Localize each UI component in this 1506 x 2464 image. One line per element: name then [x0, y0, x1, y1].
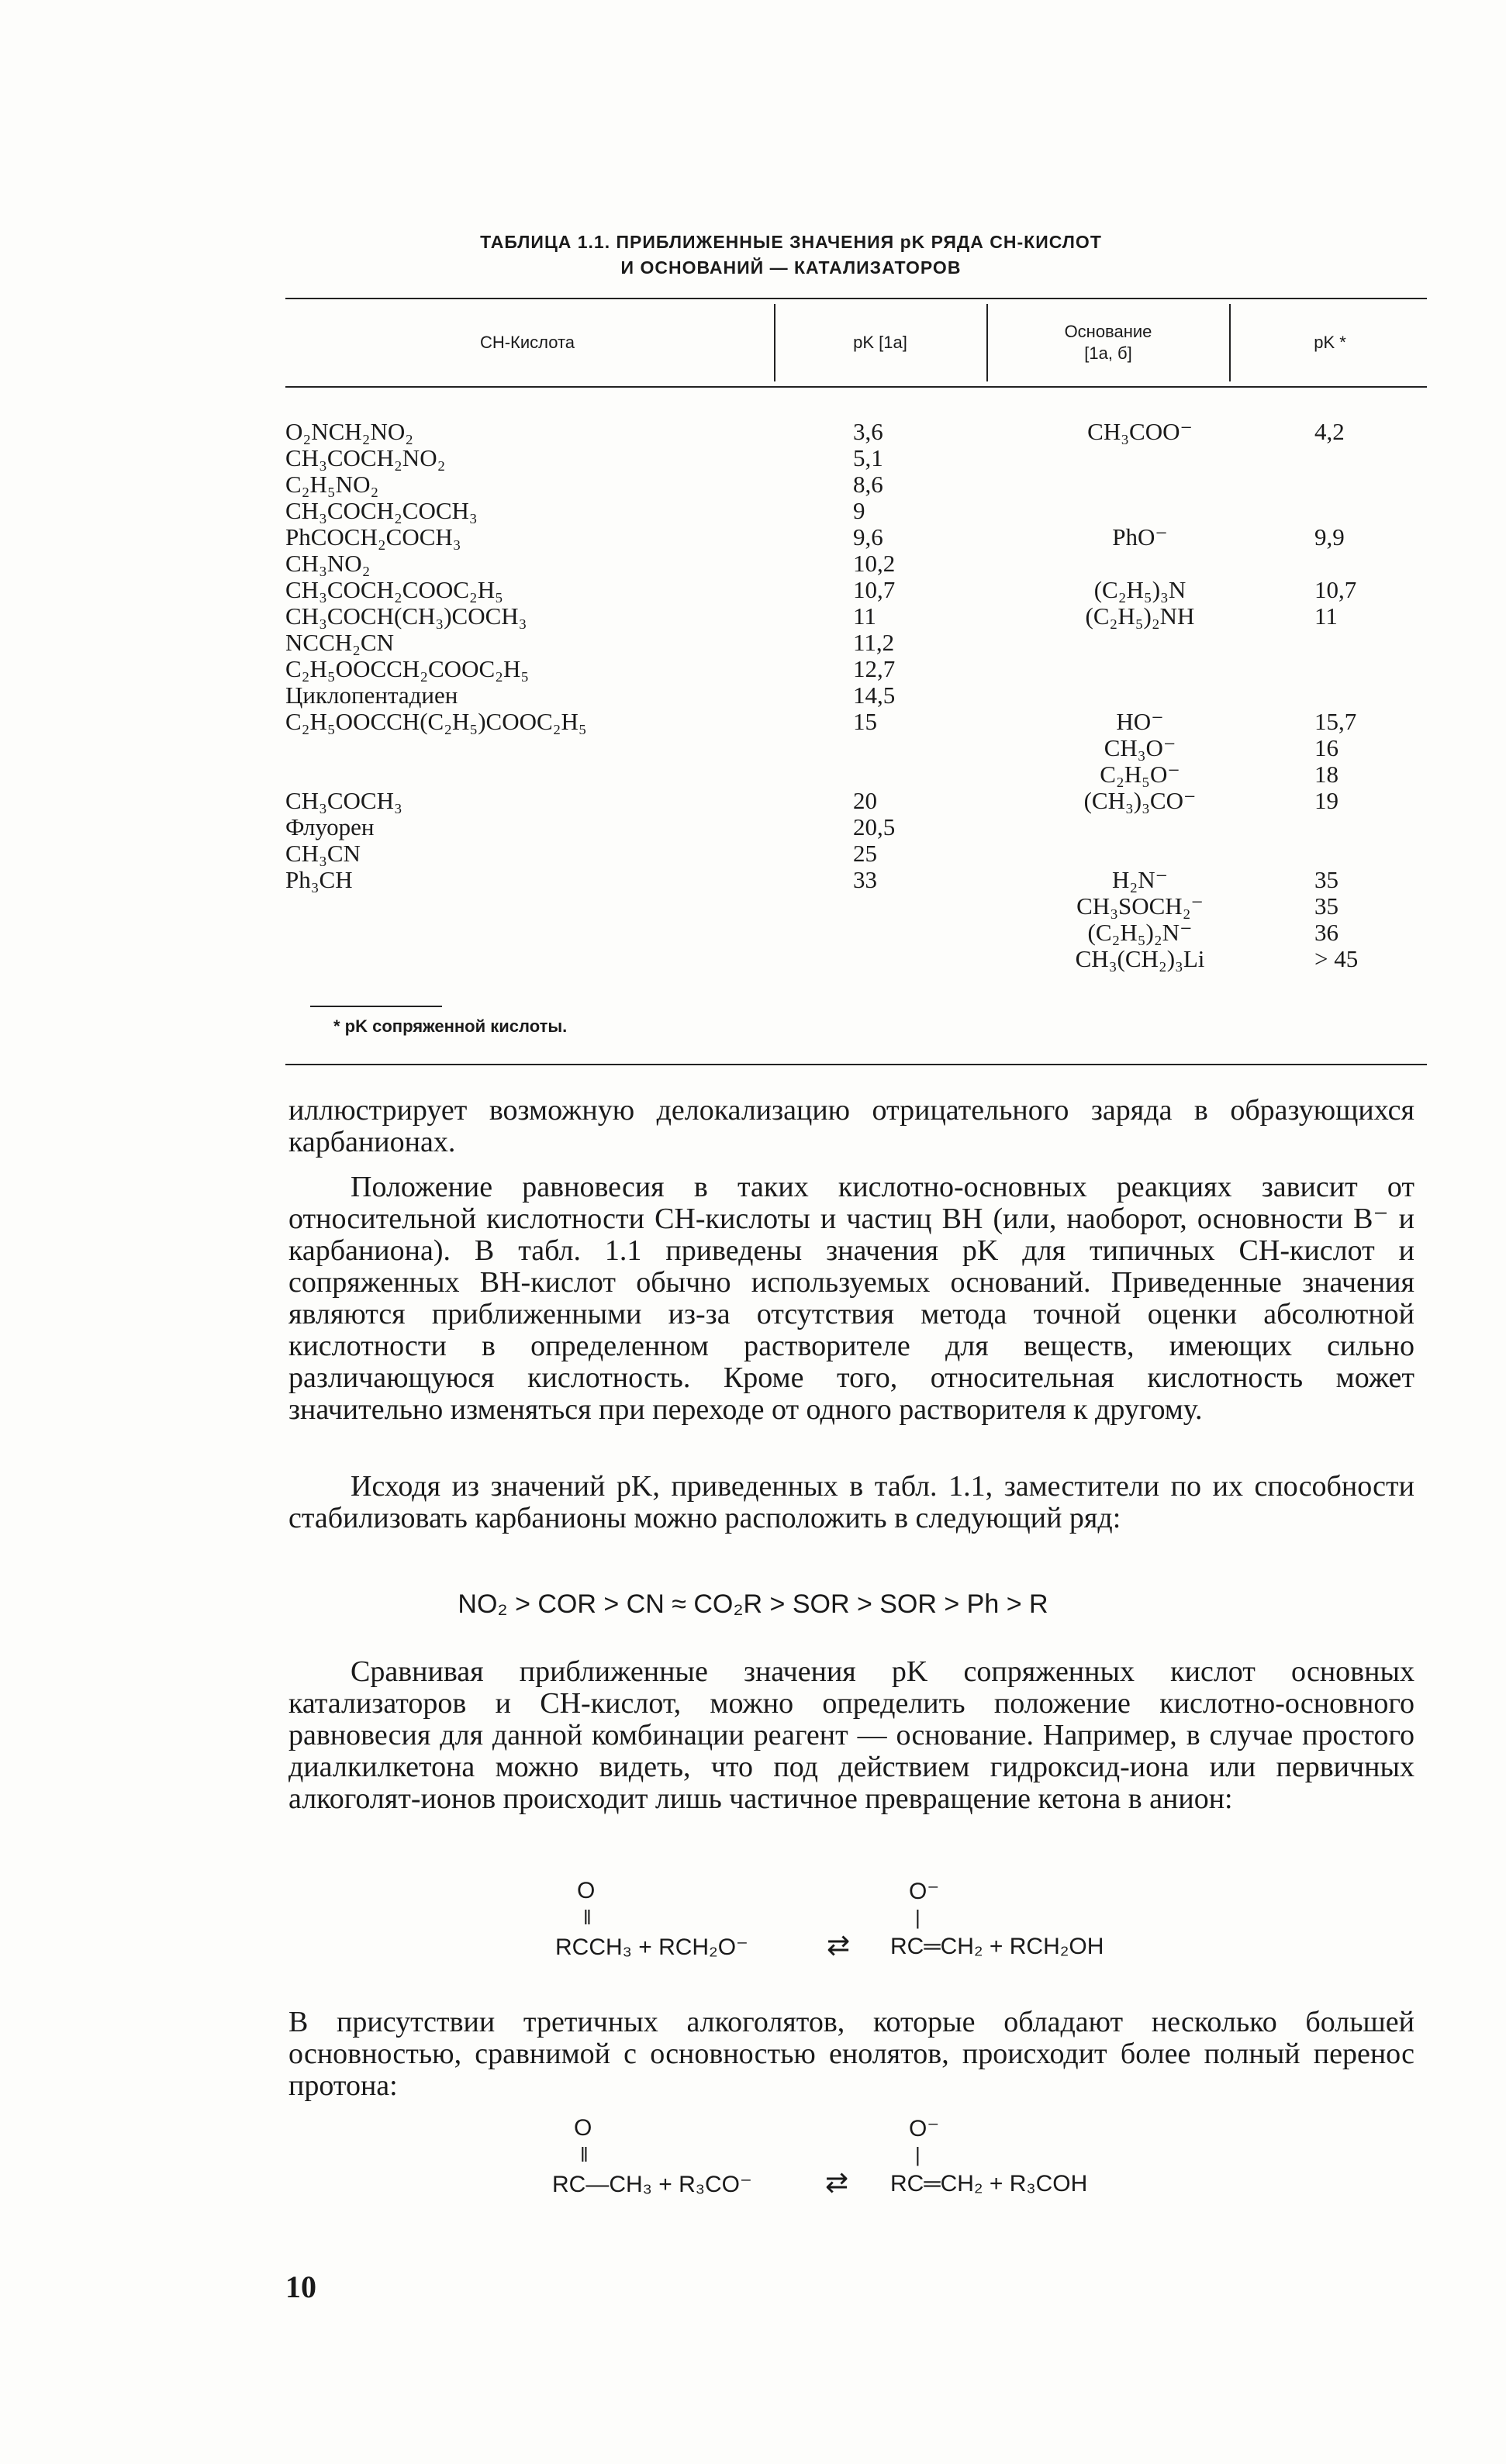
table-cell — [1314, 840, 1358, 867]
table-cell: 20 — [853, 787, 877, 814]
table-cell — [1024, 682, 1256, 709]
table-cell: Ph₃CH — [285, 866, 353, 893]
table-cell — [1314, 550, 1358, 577]
table-cell: CH₃SOCH₂⁻ — [1076, 892, 1204, 920]
paragraph-1: иллюстрирует возможную делокализацию отрицательного заряда в образующихся карбанионах. — [288, 1094, 1414, 1158]
table-cell: 15,7 — [1314, 708, 1357, 735]
table-cell: Флуорен — [285, 813, 375, 840]
table-cell: 12,7 — [853, 655, 896, 682]
table-cell: 11,2 — [853, 629, 895, 656]
table-cell — [1314, 498, 1358, 524]
table-cell — [853, 735, 895, 761]
table-cell: 11 — [853, 602, 876, 630]
base-name-column — [1024, 419, 1256, 972]
eq1-single-bond: | — [915, 1906, 921, 1929]
header-pk-acid: pK [1a] — [853, 333, 907, 352]
table-cell: (C₂H₅)₂N⁻ — [1087, 919, 1193, 946]
header-pk-base: pK * — [1314, 333, 1346, 352]
table-cell: Циклопентадиен — [285, 682, 458, 709]
eq2-single-bond: | — [915, 2143, 921, 2166]
eq1-right-side: RC═CH₂ + RCH₂OH — [890, 1934, 1104, 1959]
table-divider — [1229, 304, 1231, 381]
table-cell: 4,2 — [1314, 418, 1345, 445]
eq2-left-side: RC—CH₃ + R₃CO⁻ — [552, 2172, 752, 2197]
table-cell — [285, 735, 587, 761]
table-cell: 10,2 — [853, 550, 896, 577]
header-base-line2: [1a, б] — [1084, 343, 1132, 363]
eq2-arrow: ⇄ — [825, 2166, 849, 2198]
table-cell: 9,6 — [853, 523, 883, 550]
table-cell: C₂H₅NO₂ — [285, 471, 379, 498]
table-cell: C₂H₅OOCCH(C₂H₅)COOC₂H₅ — [285, 708, 587, 735]
table-cell — [1024, 840, 1256, 867]
eq1-double-bond: ‖ — [583, 1906, 592, 1929]
acid-pk-column — [853, 419, 895, 893]
table-cell: 8,6 — [853, 471, 883, 498]
page-number: 10 — [285, 2269, 316, 2304]
table-cell: H₂N⁻ — [1112, 866, 1168, 893]
table-cell — [1314, 814, 1358, 840]
table-cell — [285, 761, 587, 788]
table-cell: CH₃(CH₂)₃Li — [1075, 945, 1205, 972]
table-footnote: * pK сопряженной кислоты. — [333, 1016, 568, 1036]
base-pk-column — [1314, 419, 1358, 972]
substituent-series: NO₂ > COR > CN ≈ CO₂R > SOR > SOR > Ph > R — [458, 1589, 1048, 1619]
table-caption-line1: ТАБЛИЦА 1.1. ПРИБЛИЖЕННЫЕ ЗНАЧЕНИЯ pK РЯДА CH-КИСЛОТ — [480, 232, 1102, 252]
table-cell: CH₃NO₂ — [285, 550, 371, 577]
paragraph-3: Исходя из значений pK, приведенных в табл. 1.1, заместители по их способности стабилизовать карбанионы можно расположить в следующий ряд: — [288, 1470, 1414, 1534]
table-cell — [1024, 471, 1256, 498]
footnote-rule — [310, 1006, 442, 1007]
table-cell: 35 — [1314, 866, 1338, 893]
table-cell: CH₃COCH₂COOC₂H₅ — [285, 576, 503, 603]
table-cell: CH₃COCH₂COCH₃ — [285, 497, 478, 524]
eq1-arrow: ⇄ — [827, 1929, 851, 1961]
table-cell — [853, 761, 895, 788]
eq1-oxygen-right: O⁻ — [909, 1879, 940, 1904]
table-cell: 11 — [1314, 602, 1338, 630]
table-cell: CH₃O⁻ — [1104, 734, 1176, 761]
table-cell — [1314, 656, 1358, 682]
table-cell: 14,5 — [853, 682, 896, 709]
table-cell — [1314, 630, 1358, 656]
table-cell — [1314, 445, 1358, 471]
table-top-rule — [285, 298, 1427, 299]
table-cell: 36 — [1314, 919, 1338, 946]
paragraph-5: В присутствии третичных алкоголятов, которые обладают несколько большей основностью, сравнимой с основностью енолятов, происходит более полный перенос протона: — [288, 2006, 1414, 2102]
acid-name-column — [285, 419, 587, 893]
eq1-oxygen-left: O — [577, 1878, 596, 1903]
table-cell: CH₃COCH₂NO₂ — [285, 444, 446, 471]
eq2-oxygen-right: O⁻ — [909, 2116, 940, 2141]
table-cell: C₂H₅OOCCH₂COOC₂H₅ — [285, 655, 530, 682]
header-ch-acid: CH-Кислота — [479, 333, 575, 352]
table-cell: 10,7 — [1314, 576, 1357, 603]
table-cell: CH₃COCH(CH₃)COCH₃ — [285, 602, 527, 630]
table-header-rule — [285, 386, 1427, 388]
table-cell: C₂H₅O⁻ — [1100, 761, 1180, 788]
table-cell: (CH₃)₃CO⁻ — [1083, 787, 1197, 814]
eq2-double-bond: ‖ — [580, 2143, 589, 2166]
table-divider — [774, 304, 775, 381]
table-cell: 35 — [1314, 892, 1338, 920]
table-cell: 33 — [853, 866, 877, 893]
table-cell: CH₃COO⁻ — [1087, 418, 1193, 445]
table-cell: 10,7 — [853, 576, 896, 603]
paragraph-2: Положение равновесия в таких кислотно-основных реакциях зависит от относительной кислотности CH-кислоты и частиц BH (или, наоборот, основности B⁻ и карбаниона). В табл. 1.1 приведены значения pK для типичных CH-кислот и сопряженных BH-кислот обычно используемых оснований. Приведенные значения являются приближенными из-за отсутствия метода точной оценки абсолютной кислотности в определенном растворителе для веществ, имеющих сильно различающуюся кислотность. Кроме того, относительная кислотность может значительно изменяться при переходе от одного растворителя к другому. — [288, 1171, 1414, 1426]
table-cell: 16 — [1314, 734, 1338, 761]
table-bottom-rule — [285, 1064, 1427, 1065]
header-base — [990, 321, 1227, 364]
table-cell: 15 — [853, 708, 877, 735]
table-cell — [1314, 471, 1358, 498]
eq1-left-side: RCCH₃ + RCH₂O⁻ — [555, 1934, 748, 1960]
table-cell: PhO⁻ — [1112, 523, 1168, 550]
table-caption-line2: И ОСНОВАНИЙ — КАТАЛИЗАТОРОВ — [620, 257, 962, 278]
table-cell: HO⁻ — [1116, 708, 1164, 735]
eq2-right-side: RC═CH₂ + R₃COH — [890, 2171, 1088, 2197]
table-cell: 9 — [853, 497, 865, 524]
table-cell: 9,9 — [1314, 523, 1345, 550]
table-cell — [1024, 656, 1256, 682]
table-cell: CH₃CN — [285, 840, 361, 867]
table-cell — [1314, 682, 1358, 709]
table-cell: (C₂H₅)₃N — [1093, 576, 1186, 603]
paragraph-4: Сравнивая приближенные значения pK сопряженных кислот основных катализаторов и CH-кислот, можно определить положение кислотно-основного равновесия для данной комбинации реагент — основание. Например, в случае простого диалкилкетона можно видеть, что под действием гидроксид-иона или первичных алкоголят-ионов происходит лишь частичное превращение кетона в анион: — [288, 1655, 1414, 1815]
table-cell: 20,5 — [853, 813, 896, 840]
table-cell: CH₃COCH₃ — [285, 787, 402, 814]
header-base-line1: Основание — [1064, 322, 1152, 341]
table-cell: O₂NCH₂NO₂ — [285, 418, 414, 445]
eq2-oxygen-left: O — [574, 2115, 592, 2141]
table-cell: 18 — [1314, 761, 1338, 788]
table-cell — [1024, 498, 1256, 524]
table-cell — [1024, 630, 1256, 656]
table-cell: 3,6 — [853, 418, 883, 445]
table-cell — [1024, 445, 1256, 471]
table-divider — [986, 304, 988, 381]
table-cell: PhCOCH₂COCH₃ — [285, 523, 461, 550]
table-caption — [287, 229, 1295, 281]
table-cell: (C₂H₅)₂NH — [1085, 602, 1195, 630]
table-cell: > 45 — [1314, 945, 1359, 972]
table-cell: 5,1 — [853, 444, 883, 471]
table-cell: 19 — [1314, 787, 1338, 814]
table-cell — [1024, 814, 1256, 840]
table-cell: NCCH₂CN — [285, 629, 394, 656]
table-cell — [1024, 550, 1256, 577]
table-cell: 25 — [853, 840, 877, 867]
